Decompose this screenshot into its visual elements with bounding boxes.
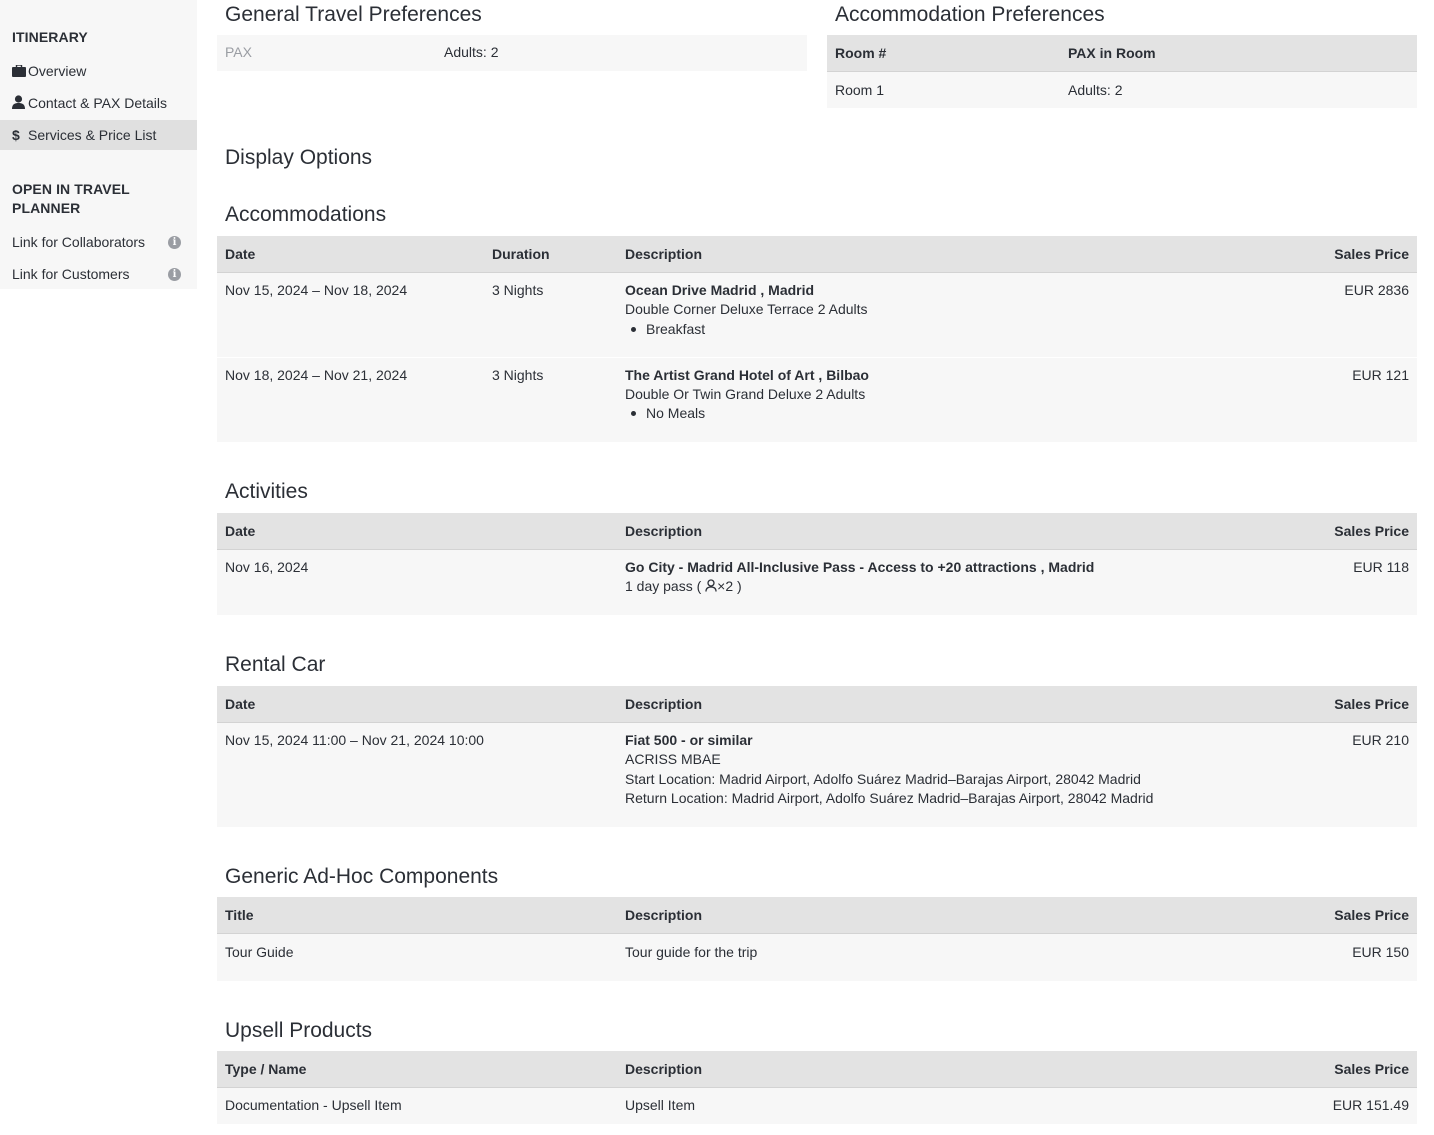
col-type-name: Type / Name: [225, 1061, 307, 1077]
hotel-name: The Artist Grand Hotel of Art , Bilbao: [625, 367, 869, 383]
accommodation-prefs-title: Accommodation Preferences: [835, 3, 1105, 26]
display-options-title: Display Options: [225, 146, 373, 169]
pax-label: PAX: [225, 44, 252, 60]
activities-title: Activities: [225, 480, 308, 503]
activities-table: [217, 513, 1417, 615]
col-date: Date: [225, 696, 256, 712]
user-icon: [12, 88, 28, 118]
general-prefs-table: [217, 35, 807, 71]
sidebar-item-contact-pax[interactable]: [0, 88, 197, 118]
date: Nov 18, 2024 – Nov 21, 2024: [225, 367, 408, 383]
col-pax-in-room: PAX in Room: [1068, 45, 1156, 61]
col-duration: Duration: [492, 246, 550, 262]
sales-price: EUR 121: [1352, 367, 1409, 383]
item-title: Tour Guide: [225, 944, 294, 960]
table-header: [217, 513, 1417, 550]
table-header: [827, 35, 1417, 72]
room-number: Room 1: [835, 82, 885, 98]
table-header: [217, 236, 1417, 273]
link-for-customers[interactable]: [0, 259, 197, 289]
pax-value: Adults: 2: [444, 44, 499, 60]
date: Nov 15, 2024 11:00 – Nov 21, 2024 10:00: [225, 732, 484, 748]
col-title: Title: [225, 907, 254, 923]
briefcase-icon: [12, 56, 28, 86]
car-code: ACRISS MBAE: [625, 751, 721, 767]
col-description: Description: [625, 907, 703, 923]
rental-car-table: [217, 686, 1417, 827]
duration: 3 Nights: [492, 282, 544, 298]
start-location: Start Location: Madrid Airport, Adolfo Suárez Madrid–Barajas Airport, 28042 Madrid: [625, 771, 1141, 787]
room-pax: Adults: 2: [1068, 82, 1123, 98]
accommodation-prefs-table: [827, 35, 1417, 108]
duration: 3 Nights: [492, 367, 544, 383]
info-icon[interactable]: i: [168, 268, 181, 281]
col-sales-price: Sales Price: [1334, 907, 1409, 923]
adhoc-title: Generic Ad-Hoc Components: [225, 865, 499, 888]
table-header: [217, 686, 1417, 723]
item-description: Tour guide for the trip: [625, 944, 758, 960]
rental-car-title: Rental Car: [225, 653, 326, 676]
col-room: Room #: [835, 45, 887, 61]
sidebar-item-label: Overview: [28, 63, 87, 79]
return-location: Return Location: Madrid Airport, Adolfo Suárez Madrid–Barajas Airport, 28042 Madrid: [625, 790, 1154, 806]
itinerary-heading: ITINERARY: [12, 29, 88, 45]
upsell-table: [217, 1051, 1417, 1124]
col-sales-price: Sales Price: [1334, 1061, 1409, 1077]
item-description: Upsell Item: [625, 1097, 696, 1113]
col-date: Date: [225, 523, 256, 539]
accommodations-table: [217, 236, 1417, 442]
planner-heading-line2: PLANNER: [12, 200, 81, 216]
room-type: Double Or Twin Grand Deluxe 2 Adults: [625, 386, 866, 402]
info-icon[interactable]: i: [168, 236, 181, 249]
col-sales-price: Sales Price: [1334, 696, 1409, 712]
upsell-title: Upsell Products: [225, 1019, 373, 1042]
hotel-name: Ocean Drive Madrid , Madrid: [625, 282, 815, 298]
dollar-icon: $: [12, 127, 20, 143]
sales-price: EUR 2836: [1344, 282, 1409, 298]
sidebar-item-label: Contact & PAX Details: [28, 95, 168, 111]
col-description: Description: [625, 1061, 703, 1077]
col-sales-price: Sales Price: [1334, 523, 1409, 539]
col-description: Description: [625, 246, 703, 262]
car-name: Fiat 500 - or similar: [625, 732, 753, 748]
col-description: Description: [625, 523, 703, 539]
general-prefs-title: General Travel Preferences: [225, 3, 482, 26]
date: Nov 15, 2024 – Nov 18, 2024: [225, 282, 408, 298]
activity-detail: 1 day pass ( ×2 ): [625, 578, 742, 594]
table-header: [217, 897, 1417, 934]
meal-plan: No Meals: [625, 404, 705, 423]
room-type: Double Corner Deluxe Terrace 2 Adults: [625, 301, 868, 317]
planner-heading: [12, 180, 130, 218]
sidebar: [0, 0, 197, 289]
col-description: Description: [625, 696, 703, 712]
meal-plan: Breakfast: [625, 320, 705, 339]
adhoc-table: [217, 897, 1417, 981]
col-sales-price: Sales Price: [1334, 246, 1409, 262]
date: Nov 16, 2024: [225, 559, 309, 575]
sales-price: EUR 151.49: [1332, 1097, 1409, 1113]
item-type-name: Documentation - Upsell Item: [225, 1097, 402, 1113]
sales-price: EUR 210: [1352, 732, 1409, 748]
link-label: Link for Customers: [12, 266, 130, 282]
sales-price: EUR 118: [1353, 559, 1409, 575]
sidebar-item-overview[interactable]: [0, 56, 197, 86]
table-header: [217, 1051, 1417, 1088]
activity-name: Go City - Madrid All-Inclusive Pass - Access to +20 attractions , Madrid: [625, 559, 1095, 575]
col-date: Date: [225, 246, 256, 262]
person-icon: [705, 578, 717, 594]
planner-heading-line1: OPEN IN TRAVEL: [12, 181, 130, 197]
sidebar-item-services-price-list[interactable]: [0, 120, 197, 150]
sidebar-item-label: Services & Price List: [28, 127, 157, 143]
link-label: Link for Collaborators: [12, 234, 146, 250]
sales-price: EUR 150: [1352, 944, 1409, 960]
link-for-collaborators[interactable]: [0, 227, 197, 257]
accommodations-title: Accommodations: [225, 203, 387, 226]
